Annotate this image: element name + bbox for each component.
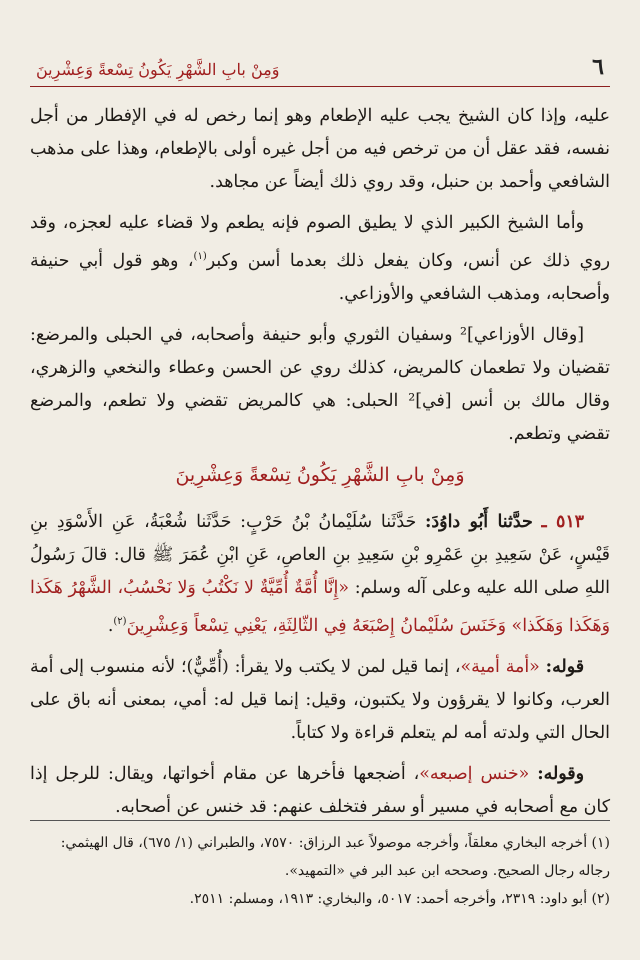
commentary-1-text: ، إنما قيل لمن لا يكتب ولا يقرأ: (أُمِّيٌّ)؛ لأنه منسوب إلى أمة العرب، وكانوا لا يقرؤون ولا يكتبون، وقيل: إنما قيل له: أمي، بمعنى أنه باق على الحال التي ولدته أمه لم يتعلم قراءة ولا كتاباً. [30, 656, 610, 743]
commentary-1-quote: «أمة أمية» [460, 656, 540, 677]
paragraph-2-text: وأما الشيخ الكبير الذي لا يطيق الصوم فإنه يطعم ولا قضاء عليه لعجزه، وقد روي ذلك عن أنس، وكان يفعل ذلك بعدما أسن وكبر [30, 213, 610, 271]
paragraph-2 [30, 207, 610, 311]
footnote-ref-1: (١) [193, 251, 207, 262]
hadith-513: ٥١٣ ـ حدَّثنا أَبُو داوُدَ: حَدَّثَنا سُلَيْمانُ بْنُ حَرْبٍ: حَدَّثَنا شُعْبَةُ، عَنِ الأَسْوَدِ بنِ قَيْسٍ، عَنْ سَعِيدِ بنِ عَمْرِو بْنِ سَعِيدِ بنِ العاصِ، عَنِ ابْنِ عُمَرَ ﷺ قال: قالَ رَسُولُ اللهِ صلى الله عليه وعلى آله وسلم: «إِنَّا أُمَّةٌ أُمِّيَّةٌ لا نَكْتُبُ وَلا نَحْسُبُ، الشَّهْرُ هَكَذا وَهَكَذا وَهَكَذا» وَخَنَسَ سُلَيْمانُ إِصْبَعَهُ فِي الثّالِثَةِ، يَعْنِي تِسْعاً وَعِشْرِينَ$^{(٢)}$. [30, 511, 610, 636]
commentary-2-label: وقوله: [537, 763, 584, 784]
main-text [30, 100, 610, 832]
commentary-2 [30, 758, 610, 824]
footnotes [30, 820, 610, 913]
page-header [30, 52, 610, 87]
paragraph-2-tail: ، وهو قول أبي حنيفة وأصحابه، ومذهب الشافعي والأوزاعي. [30, 250, 610, 304]
hadith-isnad: حَدَّثَنا سُلَيْمانُ بْنُ حَرْبٍ: حَدَّثَنا شُعْبَةُ، عَنِ الأَسْوَدِ بنِ قَيْسٍ، عَنْ سَعِيدِ بنِ عَمْرِو بْنِ سَعِيدِ بنِ العاصِ، عَنِ ابْنِ عُمَرَ ﷺ قال: قالَ رَسُولُ اللهِ صلى الله عليه وعلى آله وسلم: [30, 511, 610, 598]
running-title: وَمِنْ بابِ الشَّهْرِ يَكُونُ تِسْعةً وَعِشْرِينَ [36, 60, 280, 79]
commentary-1 [30, 651, 610, 750]
hadith-narrator-head: حدَّثنا أَبُو داوُدَ: [425, 511, 533, 532]
paragraph-3: [وقال الأوزاعي]² وسفيان الثوري وأبو حنيفة وأصحابه، في الحبلى والمرضع: تقضيان ولا تطعمان كالمريض، كذلك روي عن الحسن وعطاء والنخعي والزهري، وقال مالك بن أنس [في]² الحبلى: هي كالمريض تقضي ولا تطعم، والمرضع تقضي وتطعم. [30, 324, 610, 444]
footnote-ref-2: (٢) [113, 615, 127, 627]
hadith-matn: «إِنَّا أُمَّةٌ أُمِّيَّةٌ لا نَكْتُبُ وَلا نَحْسُبُ، الشَّهْرُ هَكَذا وَهَكَذا وَهَكَذا» وَخَنَسَ سُلَيْمانُ إِصْبَعَهُ فِي الثّالِثَةِ، يَعْنِي تِسْعاً وَعِشْرِينَ [30, 577, 610, 636]
commentary-2-quote: «خنس إصبعه» [419, 763, 530, 784]
section-title: وَمِنْ بابِ الشَّهْرِ يَكُونُ تِسْعةً وَعِشْرِينَ [175, 463, 465, 486]
commentary-2-text: ، أضجعها فأخرها عن مقام أخواتها، ويقال: للرجل إذا كان مع أصحابه في مسير أو سفر فتخلف عنهم: قد خنس عن أصحابه. [30, 763, 610, 817]
paragraph-1: عليه، وإذا كان الشيخ يجب عليه الإطعام وهو إنما رخص له في الإفطار من أجل نفسه، فقد عقل أن من ترخص فيه من أجل غيره أولى بالإطعام، وهذا على مذهب الشافعي وأحمد بن حنبل، وقد روي ذلك أيضاً عن مجاهد. [30, 106, 610, 192]
page-number: ٦ [592, 54, 604, 80]
footnote-1: (١) أخرجه البخاري معلقاً، وأخرجه موصولاً عبد الرزاق: ٧٥٧٠، والطبراني (١/ ٦٧٥)، قال الهيثمي: رجاله رجال الصحيح. وصححه ابن عبد البر في «التمهيد». [60, 835, 610, 879]
commentary-1-label: قوله: [545, 656, 585, 677]
footnote-2: (٢) أبو داود: ٢٣١٩، وأخرجه أحمد: ٥٠١٧، والبخاري: ١٩١٣، ومسلم: ٢٥١١. [189, 891, 610, 907]
hadith-number: ٥١٣ ـ [541, 511, 585, 532]
